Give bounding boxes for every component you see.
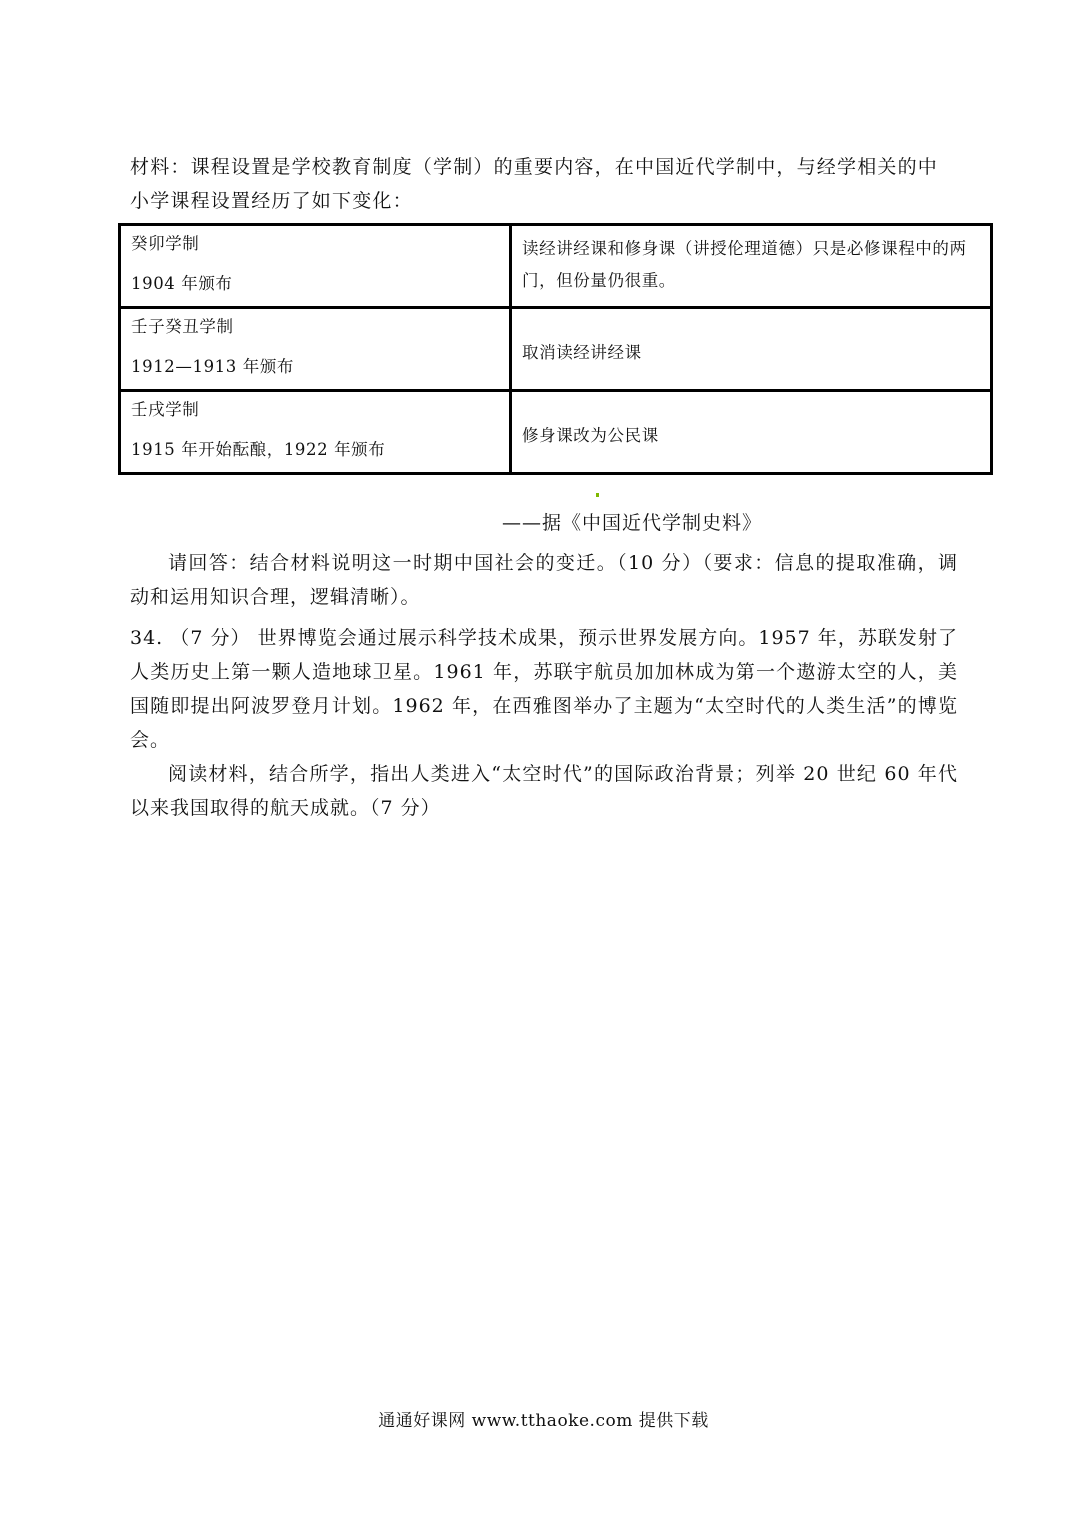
school-system-date: 1904 年颁布	[131, 274, 233, 293]
school-system-cell	[120, 225, 511, 308]
curriculum-change-cell	[511, 225, 992, 308]
curriculum-change: 修身课改为公民课	[522, 425, 659, 445]
table-row	[120, 225, 992, 308]
question-34-prompt: 阅读材料，结合所学，指出人类进入“太空时代”的国际政治背景；列举 20 世纪 60 年代以来我国取得的航天成就。（7 分）	[130, 763, 958, 819]
curriculum-change-cell	[511, 308, 992, 391]
school-system-name: 壬子癸丑学制	[131, 317, 234, 336]
question-prompt: 请回答：结合材料说明这一时期中国社会的变迁。（10 分）（要求：信息的提取准确，调动和运用知识合理，逻辑清晰）。	[130, 552, 958, 608]
table-row	[120, 308, 992, 391]
question-34-text: 34. （7 分） 世界博览会通过展示科学技术成果，预示世界发展方向。1957 年，苏联发射了人类历史上第一颗人造地球卫星。1961 年，苏联宇航员加加林成为第一个遨游太空的人，美国随即提出阿波罗登月计划。1962 年，在西雅图举办了主题为“太空时代的人类生活”的博览会。	[130, 627, 958, 751]
school-system-date: 1912—1913 年颁布	[131, 357, 295, 376]
curriculum-change: 取消读经讲经课	[522, 342, 642, 362]
table-row	[120, 391, 992, 474]
stray-mark	[596, 493, 599, 497]
school-system-cell	[120, 391, 511, 474]
page-footer: 通通好课网 www.tthaoke.com 提供下载	[378, 1411, 709, 1431]
curriculum-change: 读经讲经课和修身课（讲授伦理道德）只是必修课程中的两门，但份量仍很重。	[522, 239, 967, 290]
curriculum-table	[118, 223, 993, 475]
school-system-name: 癸卯学制	[131, 234, 200, 253]
material-intro: 材料：课程设置是学校教育制度（学制）的重要内容，在中国近代学制中，与经学相关的中小学课程设置经历了如下变化：	[130, 156, 939, 212]
school-system-name: 壬戌学制	[131, 400, 200, 419]
school-system-cell	[120, 308, 511, 391]
source-citation: ——据《中国近代学制史料》	[502, 512, 763, 534]
curriculum-change-cell	[511, 391, 992, 474]
school-system-date: 1915 年开始酝酿，1922 年颁布	[131, 440, 386, 459]
